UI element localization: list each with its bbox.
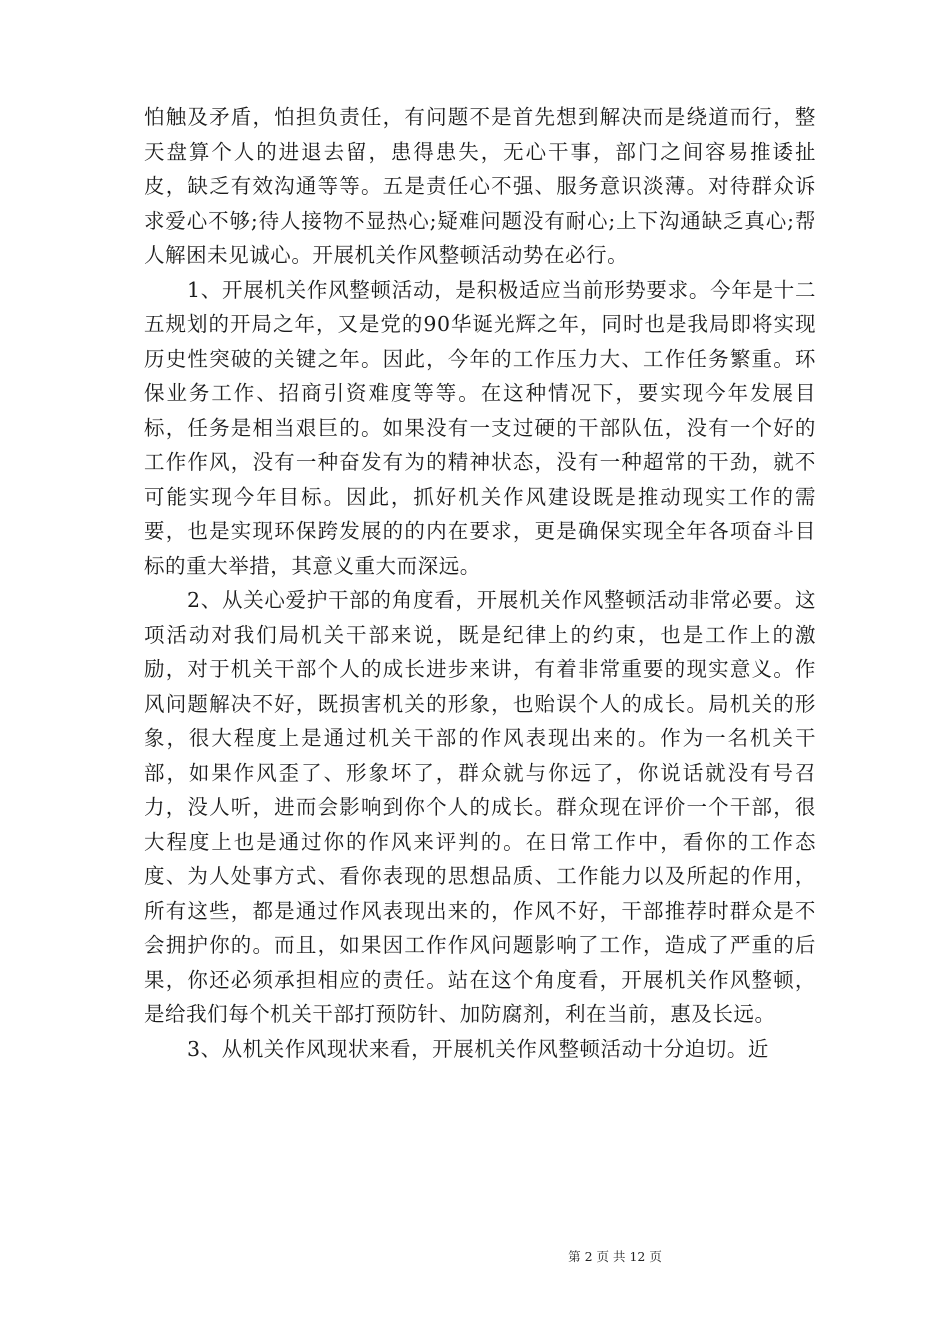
paragraph-point-2: 2、从关心爱护干部的角度看，开展机关作风整顿活动非常必要。这项活动对我们局机关干部来说，既是纪律上的约束，也是工作上的激励，对于机关干部个人的成长进步来讲，有着非常重要的现实意义。作风问题解决不好，既损害机关的形象，也贻误个人的成长。局机关的形象，很大程度上是通过机关干部的作风表现出来的。作为一名机关干部，如果作风歪了、形象坏了，群众就与你远了，你说话就没有号召力，没人听，进而会影响到你个人的成长。群众现在评价一个干部，很大程度上也是通过你的作风来评判的。在日常工作中，看你的工作态度、为人处事方式、看你表现的思想品质、工作能力以及所起的作用，所有这些，都是通过作风表现出来的，作风不好，干部推荐时群众是不会拥护你的。而且，如果因工作作风问题影响了工作，造成了严重的后果，你还必须承担相应的责任。站在这个角度看，开展机关作风整顿，是给我们每个机关干部打预防针、加防腐剂，利在当前，惠及长远。 bbox=[144, 588, 816, 1026]
paragraph-point-1: 1、开展机关作风整顿活动，是积极适应当前形势要求。今年是十二五规划的开局之年，又是党的90华诞光辉之年，同时也是我局即将实现历史性突破的关键之年。因此，今年的工作压力大、工作任务繁重。环保业务工作、招商引资难度等等。在这种情况下，要实现今年发展目标，任务是相当艰巨的。如果没有一支过硬的干部队伍，没有一个好的工作作风，没有一种奋发有为的精神状态，没有一种超常的干劲，就不可能实现今年目标。因此，抓好机关作风建设既是推动现实工作的需要，也是实现环保跨发展的的内在要求，更是确保实现全年各项奋斗目标的重大举措，其意义重大而深远。 bbox=[144, 277, 816, 578]
paragraph-continued: 怕触及矛盾，怕担负责任，有问题不是首先想到解决而是绕道而行，整天盘算个人的进退去留，患得患失，无心干事，部门之间容易推诿扯皮，缺乏有效沟通等等。五是责任心不强、服务意识淡薄。对待群众诉求爱心不够;待人接物不显热心;疑难问题没有耐心;上下沟通缺乏真心;帮人解困未见诚心。开展机关作风整顿活动势在必行。 bbox=[144, 105, 816, 267]
page-number-footer: 第 2 页 共 12 页 bbox=[568, 1249, 662, 1264]
paragraph-point-3: 3、从机关作风现状来看，开展机关作风整顿活动十分迫切。近 bbox=[187, 1036, 769, 1061]
document-body bbox=[144, 100, 816, 1066]
